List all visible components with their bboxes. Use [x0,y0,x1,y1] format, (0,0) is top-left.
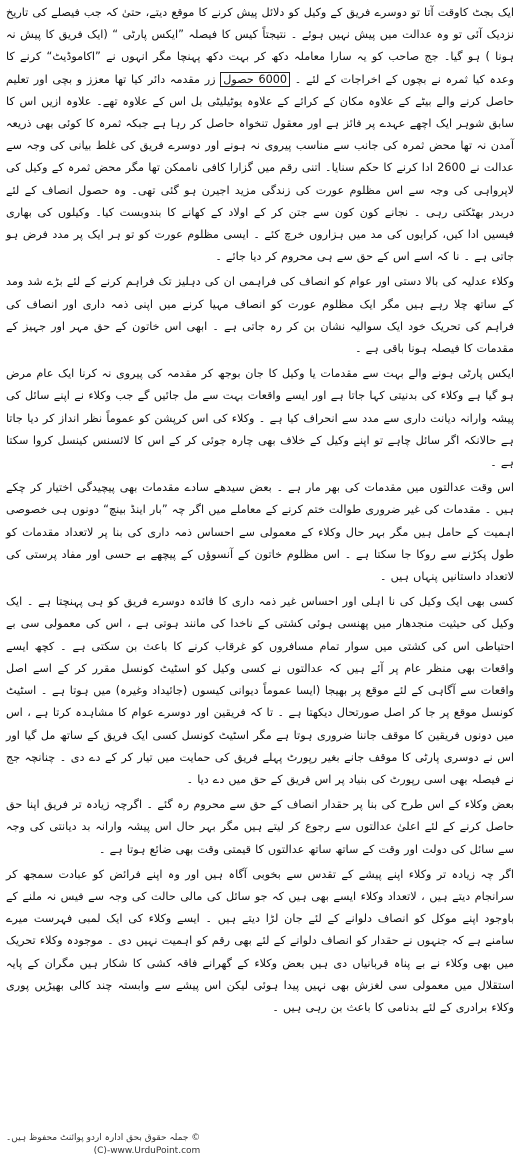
copyright-site: (C)-www.UrduPoint.com [93,1146,201,1156]
paragraph-text: ایک بجٹ کاوقت آتا تو دوسرے فریق کے وکیل کو دلائل پیش کرنے کا موقع دیتے، حتیٰ کہ جب فیصلے کی تاریخ نزدیک آئی تو وہ عدالت میں پیش نہیں ہوئے ۔ نتیجتاً کیس کا فیصلہ ”ایکس پارٹی “ (ایک فریق کا پیش نہ ہونا ) ہو گیا۔ جج صاحب کو یہ سارا معاملہ دکھ کر بہت دکھ پہنچا مگر انہوں نے ”اکاموڈیٹ“ کرنے کا وعدہ کیا ثمرہ نے بچوں کے اخراجات کے لئے ۔ [6,6,514,86]
paragraph-text: اس وقت عدالتوں میں مقدمات کی بھر مار ہے ۔ بعض سیدھے سادے مقدمات بھی پیچیدگی اختیار کر چکے ہیں ۔ مقدمات کی غیر ضروری طوالت ختم کرنے کے معاملے میں اگر چہ ”بار اینڈ بینچ“ دونوں ہی خصوصی اہمیت کے حامل ہیں مگر بہر حال وکلاء کے معمولی سے احساس ذمہ داری کی بنا پر لاتعداد مقدمات کو طول پکڑنے سے روکا جا سکتا ہے ۔ اس مظلوم خاتون کے آنسوؤں کے پیچھے بے حسی اور مفاد پرستی کی لاتعداد داستانیں پنہاں ہیں ۔ [6,481,514,584]
paragraph-text: ایکس پارٹی ہونے والے بہت سے مقدمات یا وکیل کا جان بوجھ کر مقدمہ کی پیروی نہ کرنا ایک عام مرض ہو گیا ہے وکلاء کی بدنیتی کہا جاتا ہے اور ایسے واقعات بہت سے مل جائیں گے جب وکلاء نے اپنے سائل کی پیشہ وارانہ دیانت داری سے مدد سے انحراف کیا ہے ۔ وکلاء کی اس کرپشن کو عموماً نظر انداز کر دیا جاتا ہے حالانکہ اگر سائل چاہے تو اپنے وکیل کے خلاف بھی چارہ جوئی کر کے اس کا لائسنس کینسل کروا سکتا ہے ۔ [6,367,514,470]
paragraph-text: بعض وکلاء کے اس طرح کی بنا پر حقدار انصاف کے حق سے محروم رہ گئے ۔ اگرچہ زیادہ تر فریق اپنا حق حاصل کرنے کے لئے اعلیٰ عدالتوں سے رجوع کر لیتے ہیں مگر بہر حال اس پیشہ وارانہ بد دیانتی کی وجہ سے سائل کی دولت اور وقت کے ساتھ ساتھ عدالتوں کا قیمتی وقت بھی ضائع ہوتا ہے ۔ [6,798,514,856]
article-paragraph [6,2,514,268]
article-paragraph [6,794,514,861]
paragraph-text: کسی بھی ایک وکیل کی نا اہلی اور احساس غیر ذمہ داری کا فائدہ دوسرے فریق کو ہی پہنچتا ہے ۔ ایک وکیل کی حیثیت منجدھار میں پھنسی ہوئی کشتی کے ناخدا کی مانند ہوتی ہے ، اس کی معمولی سی بے احتیاطی اس کی کشتی میں سوار تمام مسافروں کو غرقاب کرنے کا باعث بن سکتی ہے ۔ کچھ ایسے واقعات بھی منظر عام پر آئے ہیں کہ عدالتوں نے کسی وکیل کو اسٹیٹ کونسل مقرر کر کے اسے اصل واقعات سے آگاہی کے لئے موقع پر بھیجا (ایسا عموماً دیوانی کیسوں (جائیداد وغیرہ) میں ہوتا ہے ۔ اسٹیٹ کونسل موقع پر جا کر اصل صورتحال دیکھتا ہے ۔ تا کہ فریقین اور دوسرے عوام کا مشاہدہ کرتا ہے ، اس میں دونوں فریقین کا موقف جاننا ضروری ہوتا ہے مگر اسٹیٹ کونسل کسی ایک فریق کے ساتھ مل گیا اور اس نے دوسری پارٹی کا موقف جانے بغیر رپورٹ پہلے فریق کی حمایت میں تیار کر کے دے دی ۔ چنانچہ جج نے فیصلہ بھی اسی رپورٹ کی بنیاد پر اس فریق کے حق میں دے دیا ۔ [6,595,514,786]
highlighted-amount: 6000 حصول [220,72,290,87]
copyright-footer [6,1132,200,1157]
article-paragraph [6,477,514,588]
paragraph-text: اگر چہ زیادہ تر وکلاء اپنے پیشے کے تقدس سے بخوبی آگاہ ہیں اور وہ اپنے فرائض کو عبادت سمجھ کر سرانجام دیتے ہیں ، لاتعداد وکلاء ایسے بھی ہیں کہ جو سائل کی مالی حالت کی وجہ سے فیس نہ ملنے کے باوجود اپنے موکل کو انصاف دلوانے کے لئے جان لڑا دیتے ہیں ۔ ایسے وکلاء کی ایک لمبی فہرست میرے سامنے ہے کہ جنہوں نے حقدار کو انصاف دلوانے کے لئے بھی رقم کو اہمیت نہیں دی ۔ موجودہ وکلاء تحریک میں بھی وکلاء نے بے پناہ قربانیاں دی ہیں بعض وکلاء کے گھرانے فاقہ کشی کا شکار ہیں مگران کے پایہ استقلال میں معمولی سی لغزش بھی نہیں پیدا ہوئی لیکن اس پیشے سے وابستہ چند کالی بھیڑیں پوری وکلاء برادری کے لئے بدنامی کا باعث بن رہی ہیں ۔ [6,867,514,1014]
article-paragraph [6,363,514,474]
paragraph-text: زر مقدمہ دائر کیا تھا معزز و بچی اور تعلیم حاصل کرنے والے بیٹے کے علاوہ مکان کے کرائے کے علاوہ یوٹیلیٹی بل اس کے علاوہ تھے۔ علاوہ ازیں اس کا سابق شوہر ایک اچھے عہدے پر فائز ہے اور معقول تنخواہ حاصل کر رہا ہے جبکہ ثمرہ کا کوئی بھی ذریعہ آمدن نہ تھا محض ثمرہ کی جانب سے مناسب پیروی نہ ہونے اور دوسرے فریق کی غلط بیانی کی وجہ سے عدالت نے 2600 ادا کرنے کا حکم سنایا۔ اتنی رقم میں گزارا کافی ناممکن تھا مگر محض ثمرہ کے وکیل کی لاپرواہی کی وجہ سے اس مظلوم عورت کی زندگی مزید اجیرن ہو گئی تھی۔ وہ حصول انصاف کے لئے دربدر بھٹکتی رہی ۔ نجانے کون کون سے جتن کر کے اولاد کے کھانے کا بندوبست کیا۔ وکیلوں کی بھاری فیسیں ادا کیں، کرایوں کی مد میں ہزاروں خرچ کئے ۔ ایسی مظلوم عورت کو تو ہر ایک پر مدد فرض ہو جاتی ہے ۔ نا کہ اسے اس کے حق سے ہی محروم کر دیا جائے ۔ [6,72,514,264]
paragraph-list [6,2,514,1019]
copyright-urdu: © جملہ حقوق بحق ادارہ اردو پوائنٹ محفوظ ہیں۔ [6,1133,201,1143]
article-paragraph [6,864,514,1019]
paragraph-text: وکلاء عدلیہ کی بالا دستی اور عوام کو انصاف کی فراہمی ان کی دہلیز تک فراہم کرنے کے لئے بڑے شد ومد کے ساتھ چلا رہے ہیں مگر ایک مظلوم عورت کو انصاف مہیا کرنے میں اپنی ذمہ داری اور انصاف کی فراہم کی تحریک خود ایک سوالیہ نشان بن کر رہ جاتی ہے ۔ ابھی اس خاتون کے حق مہر اور جہیز کے مقدمات کا فیصلہ ہونا باقی ہے ۔ [6,275,514,356]
article-paragraph [6,591,514,791]
article-paragraph [6,271,514,360]
